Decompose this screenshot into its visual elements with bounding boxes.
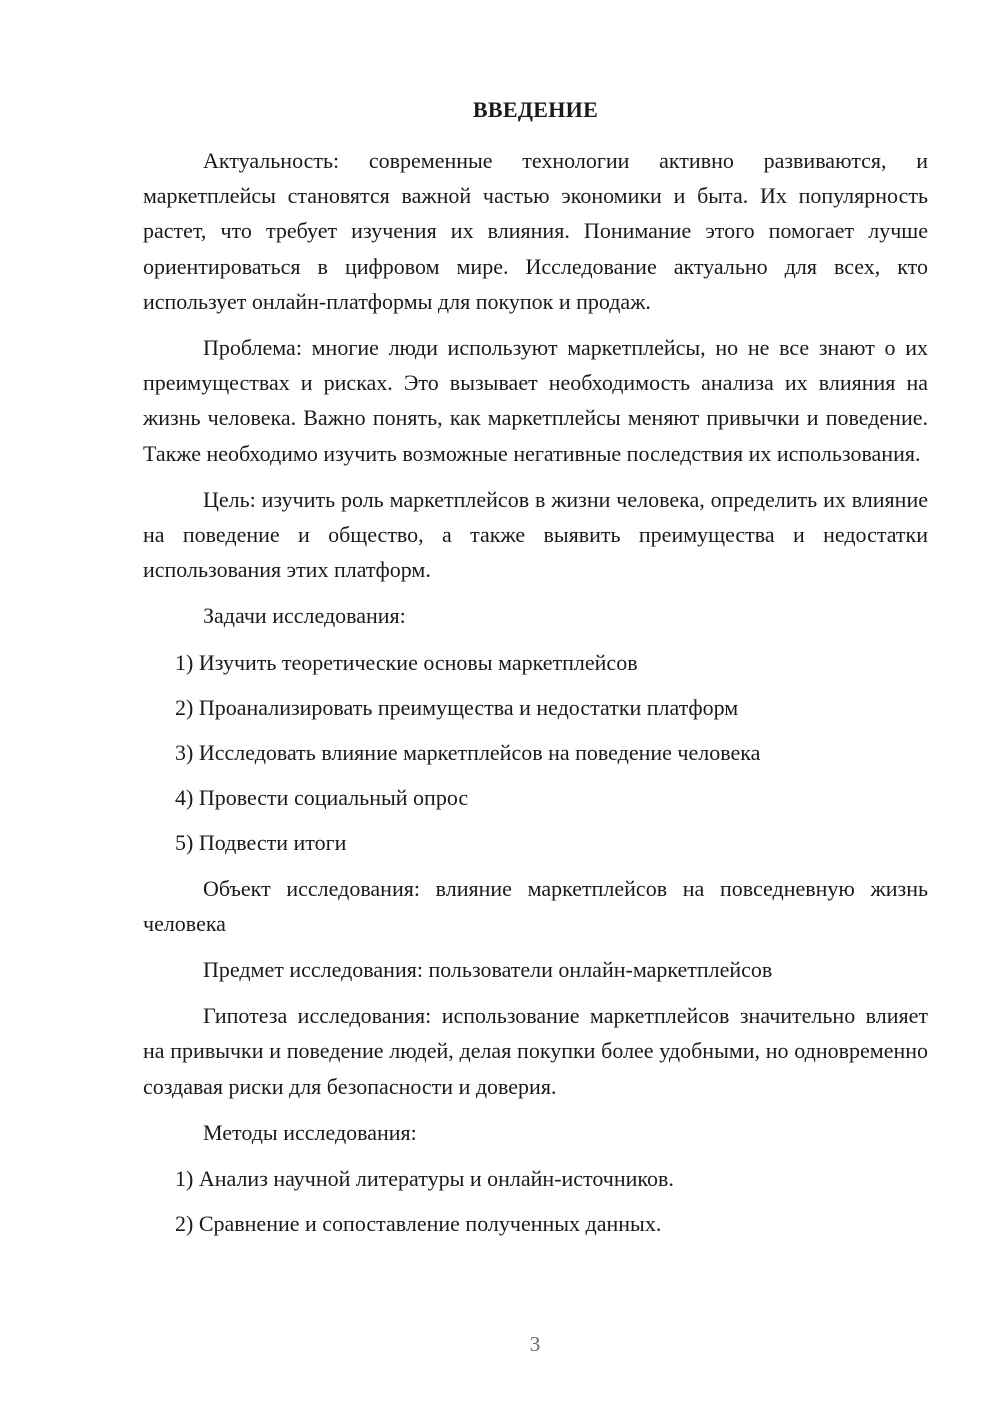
methods-title: Методы исследования: — [203, 1119, 417, 1145]
list-item: 5) Подвести итоги — [175, 830, 347, 856]
list-item: 2) Сравнение и сопоставление полученных данных. — [175, 1211, 662, 1237]
paragraph-relevance: Актуальность: современные технологии активно развиваются, и маркетплейсы становятся важной частью экономики и быта. Их популярность растет, что требует изучения их влияния. Понимание этого помогает лучше ориентироваться в цифровом мире. Исследование актуально для всех, кто использует онлайн-платформы для покупок и продаж. — [143, 148, 928, 314]
list-item: 1) Изучить теоретические основы маркетплейсов — [175, 649, 638, 675]
paragraph-goal: Цель: изучить роль маркетплейсов в жизни человека, определить их влияние на поведение и общество, а также выявить преимущества и недостатки использования этих платформ. — [143, 486, 928, 583]
list-item: 1) Анализ научной литературы и онлайн-источников. — [175, 1166, 674, 1192]
paragraph-object: Объект исследования: влияние маркетплейсов на повседневную жизнь человека — [143, 875, 928, 936]
paragraph-problem: Проблема: многие люди используют маркетплейсы, но не все знают о их преимуществах и рисках. Это вызывает необходимость анализа их влияния на жизнь человека. Важно понять, как маркетплейсы меняют привычки и поведение. Также необходимо изучить возможные негативные последствия их использования. — [143, 335, 928, 466]
document-body — [143, 143, 928, 1251]
tasks-list — [143, 645, 928, 861]
list-item: 2) Проанализировать преимущества и недостатки платформ — [175, 694, 739, 720]
page-title: ВВЕДЕНИЕ — [472, 97, 599, 122]
page-number: 3 — [529, 1332, 541, 1356]
tasks-title: Задачи исследования: — [203, 603, 406, 629]
list-item: 4) Провести социальный опрос — [175, 785, 469, 811]
methods-list — [143, 1161, 928, 1241]
paragraph-hypothesis: Гипотеза исследования: использование маркетплейсов значительно влияет на привычки и поведение людей, делая покупки более удобными, но одновременно создавая риски для безопасности и доверия. — [143, 1003, 928, 1099]
paragraph-subject: Предмет исследования: пользователи онлайн-маркетплейсов — [203, 957, 773, 983]
list-item: 3) Исследовать влияние маркетплейсов на поведение человека — [175, 740, 761, 766]
